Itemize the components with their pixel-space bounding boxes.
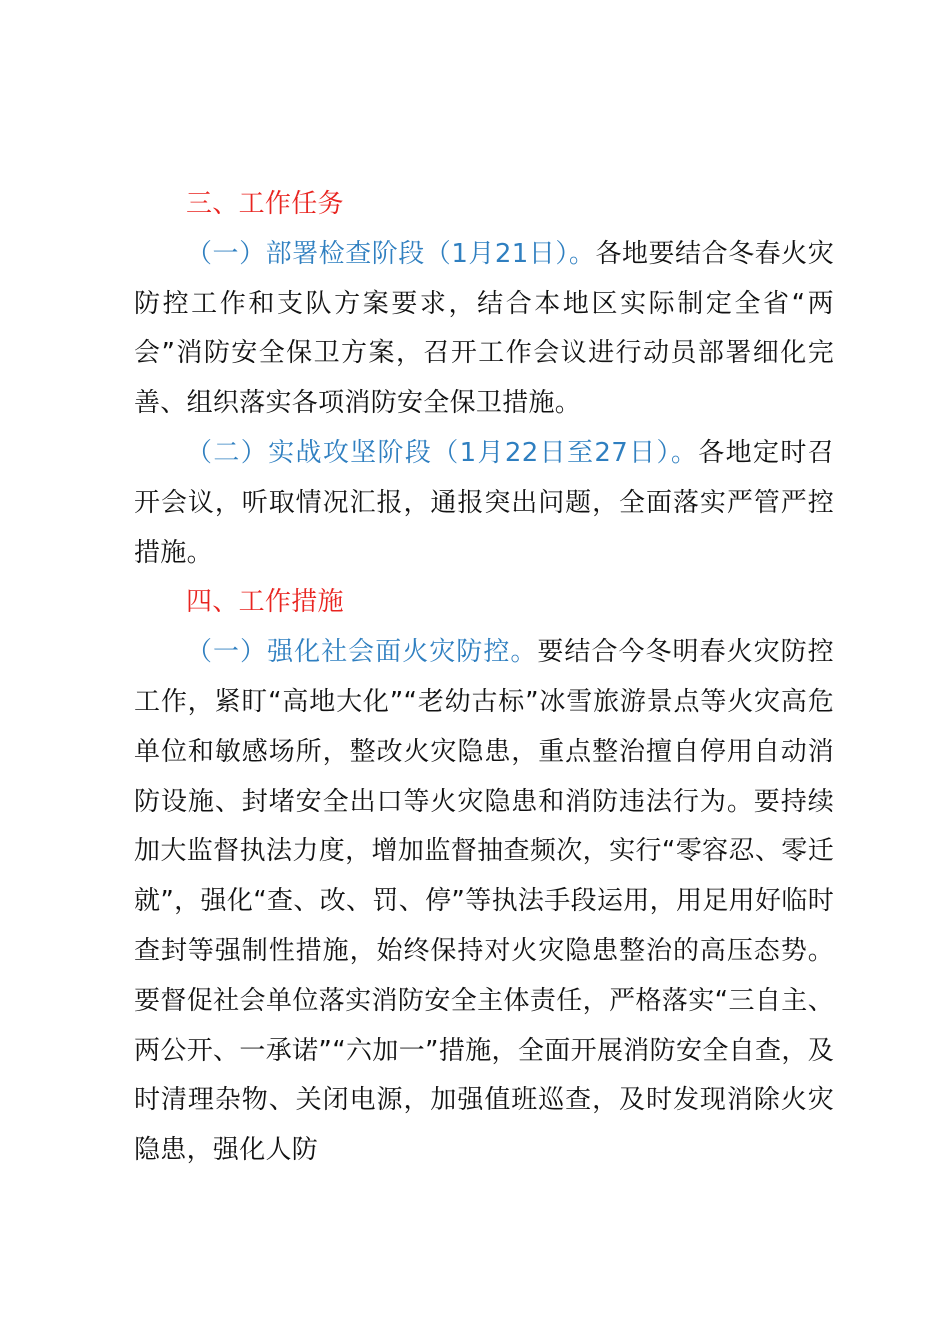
section-heading-tasks bbox=[134, 180, 834, 230]
paragraph-text: 各地定时召开会议，听取情况汇报，通报突出问题，全面落实严管严控措施。 bbox=[134, 437, 834, 568]
paragraph-fire-prevention bbox=[134, 628, 834, 1176]
subheading-deploy-inspection: （一）部署检查阶段（1月21日）。 bbox=[186, 238, 596, 269]
section-heading-text: 三、工作任务 bbox=[186, 189, 344, 219]
section-heading-measures bbox=[134, 578, 834, 628]
paragraph-text: 要结合今冬明春火灾防控工作，紧盯“高地大化”“老幼古标”冰雪旅游景点等火灾高危单位和敏感场所，整改火灾隐患，重点整治擅自停用自动消防设施、封堵安全出口等火灾隐患和消防违法行为。要持续加大监督执法力度，增加监督抽查频次，实行“零容忍、零迁就”，强化“查、改、罚、停”等执法手段运用，用足用好临时查封等强制性措施，始终保持对火灾隐患整治的高压态势。要督促社会单位落实消防安全主体责任，严格落实“三自主、两公开、一承诺”“六加一”措施，全面开展消防安全自查，及时清理杂物、关闭电源，加强值班巡查，及时发现消除火灾隐患，强化人防 bbox=[134, 637, 834, 1166]
document-body bbox=[134, 180, 834, 1176]
subheading-fire-prevention: （一）强化社会面火灾防控。 bbox=[186, 637, 538, 668]
section-heading-text: 四、工作措施 bbox=[186, 587, 344, 618]
paragraph-combat-stage bbox=[134, 429, 834, 578]
paragraph-deploy-inspection bbox=[134, 230, 834, 429]
paragraph-text: 各地要结合冬春火灾防控工作和支队方案要求，结合本地区实际制定全省“两会”消防安全保卫方案，召开工作会议进行动员部署细化完善、组织落实各项消防安全保卫措施。 bbox=[134, 238, 834, 419]
subheading-combat-stage: （二）实战攻坚阶段（1月22日至27日）。 bbox=[186, 437, 699, 468]
